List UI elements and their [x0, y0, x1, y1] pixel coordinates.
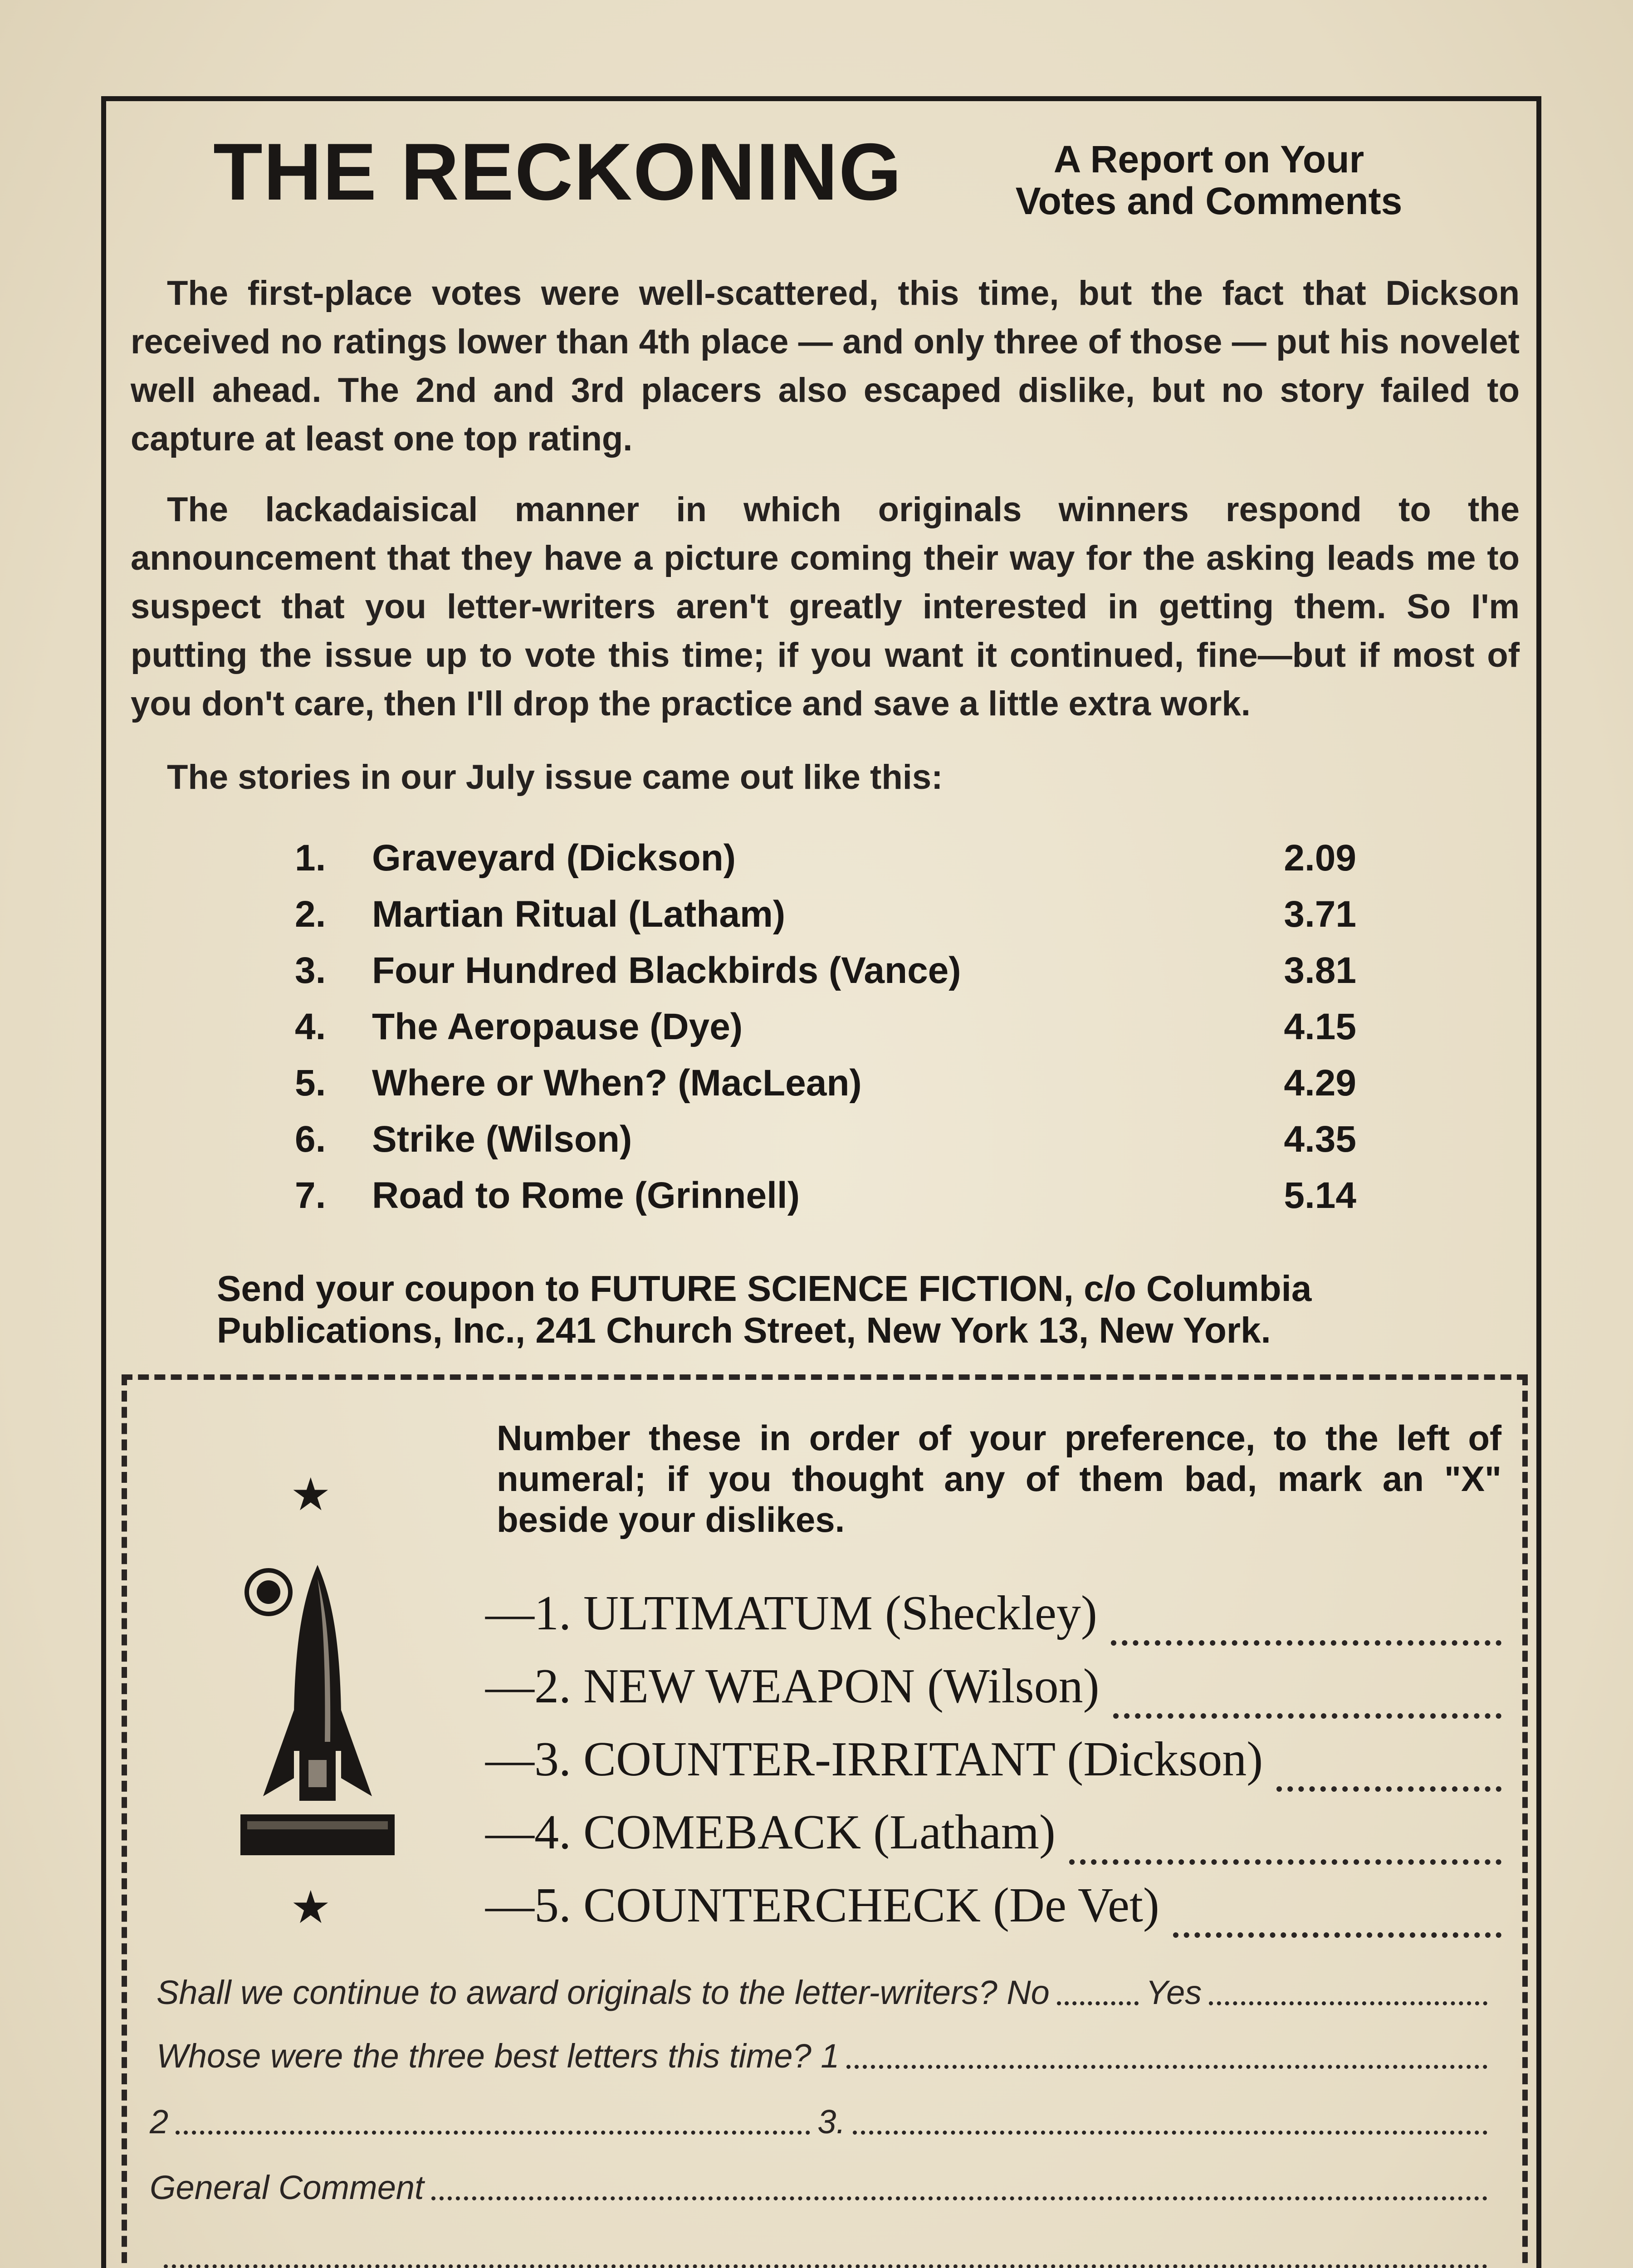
best-letter-3-label: 3. — [817, 2103, 846, 2141]
paragraph-votes: The first-place votes were well-scattered, this time, but the fact that Dickson received no ratings lower than 4th place — and only three of those — put his novelet well ahead. The 2nd and 3rd placers also escaped dislike, but no story failed to capture at least one top rating. — [131, 274, 1520, 458]
star-icon: ★ — [290, 1469, 331, 1520]
result-title: Martian Ritual (Latham) — [372, 894, 786, 935]
result-title: Where or When? (MacLean) — [372, 1062, 862, 1104]
result-title: Four Hundred Blackbirds (Vance) — [372, 950, 961, 991]
best-letter-3-field[interactable] — [853, 2131, 1487, 2135]
general-comment-field[interactable] — [431, 2196, 1487, 2200]
yes-answer-field[interactable] — [1209, 2001, 1487, 2005]
ballot-dot-leader — [1173, 1932, 1501, 1938]
ballot-item[interactable] — [485, 1804, 1501, 1877]
comment-extra-line[interactable] — [156, 2239, 1495, 2268]
result-title: Graveyard (Dickson) — [372, 837, 736, 879]
result-score: 4.35 — [1284, 1119, 1356, 1160]
result-rank: 3. — [295, 950, 326, 991]
ballot-item[interactable] — [485, 1877, 1501, 1950]
ballot-item-label: —1. ULTIMATUM (Sheckley) — [485, 1586, 1097, 1640]
result-score: 5.14 — [1284, 1175, 1356, 1216]
result-rank: 4. — [295, 1006, 326, 1047]
originals-question[interactable] — [156, 1973, 1495, 2012]
originals-yes-label: Yes — [1145, 1974, 1202, 2011]
star-icon: ★ — [290, 1882, 331, 1933]
result-title: The Aeropause (Dye) — [372, 1006, 743, 1047]
ballot-dot-leader — [1111, 1640, 1501, 1646]
paragraph-originals: The lackadaisical manner in which originals winners respond to the announcement that they have a picture coming their way for the asking leads me to suspect that you letter-writers aren't greatly interested in getting them. So I'm putting the issue up to vote this time; if you want it continued, fine—but if most of you don't care, then I'll drop the practice and save a little extra work. — [131, 490, 1520, 723]
result-rank: 2. — [295, 894, 326, 935]
result-row — [295, 1062, 1356, 1118]
result-rank: 5. — [295, 1062, 326, 1104]
originals-question-text: Shall we continue to award originals to the letter-writers? No — [156, 1974, 1050, 2011]
send-coupon-address: Send your coupon to FUTURE SCIENCE FICTION, c/o Columbia Publications, Inc., 241 Church Street, New York 13, New York. — [217, 1268, 1312, 1350]
result-score: 3.81 — [1284, 950, 1356, 991]
result-score: 4.29 — [1284, 1062, 1356, 1104]
general-comment-label: General Comment — [150, 2169, 424, 2206]
result-score: 3.71 — [1284, 894, 1356, 935]
coupon-instructions: Number these in order of your preference, to the left of numeral; if you thought any of them bad, mark an "X" beside your dislikes. — [497, 1418, 1501, 1540]
result-row — [295, 1174, 1356, 1231]
no-answer-field[interactable] — [1057, 2001, 1139, 2005]
comment-extra-field[interactable] — [164, 2264, 1487, 2268]
best-letters-question[interactable] — [156, 2037, 1495, 2075]
result-rank: 6. — [295, 1119, 326, 1160]
result-row — [295, 893, 1356, 949]
rocket-icon — [236, 1560, 399, 1860]
page-subtitle — [993, 138, 1424, 222]
ballot-item[interactable] — [485, 1585, 1501, 1658]
result-row — [295, 1006, 1356, 1062]
results-list — [295, 837, 1356, 1231]
result-title: Strike (Wilson) — [372, 1119, 632, 1160]
result-rank: 1. — [295, 837, 326, 879]
best-letters-question-text: Whose were the three best letters this time? 1 — [156, 2037, 840, 2075]
ballot-dot-leader — [1069, 1859, 1501, 1865]
ballot-dot-leader — [1276, 1786, 1501, 1792]
result-score: 4.15 — [1284, 1006, 1356, 1047]
ballot-dot-leader — [1113, 1713, 1501, 1719]
subtitle-line-1: A Report on Your — [1053, 138, 1364, 181]
ballot-item-label: —4. COMEBACK (Latham) — [485, 1805, 1056, 1859]
page-title: THE RECKONING — [213, 127, 903, 217]
subtitle-line-2: Votes and Comments — [1015, 180, 1403, 222]
best-letter-2-label: 2 — [150, 2103, 169, 2141]
general-comment-line[interactable] — [150, 2168, 1495, 2207]
result-row — [295, 1118, 1356, 1174]
best-letter-2-field[interactable] — [176, 2131, 810, 2135]
ballot-item[interactable] — [485, 1731, 1501, 1804]
result-rank: 7. — [295, 1175, 326, 1216]
ballot-item-label: —3. COUNTER-IRRITANT (Dickson) — [485, 1732, 1263, 1786]
ballot-list — [485, 1585, 1501, 1950]
result-row — [295, 949, 1356, 1006]
ballot-item[interactable] — [485, 1658, 1501, 1731]
result-score: 2.09 — [1284, 837, 1356, 879]
result-row — [295, 837, 1356, 893]
ballot-item-label: —2. NEW WEAPON (Wilson) — [485, 1659, 1100, 1713]
best-letter-1-field[interactable] — [846, 2065, 1487, 2069]
result-title: Road to Rome (Grinnell) — [372, 1175, 800, 1216]
ballot-item-label: —5. COUNTERCHECK (De Vet) — [485, 1878, 1159, 1932]
paragraph-results-intro: The stories in our July issue came out like this: — [167, 758, 943, 797]
best-letters-line-2[interactable] — [150, 2102, 1495, 2141]
